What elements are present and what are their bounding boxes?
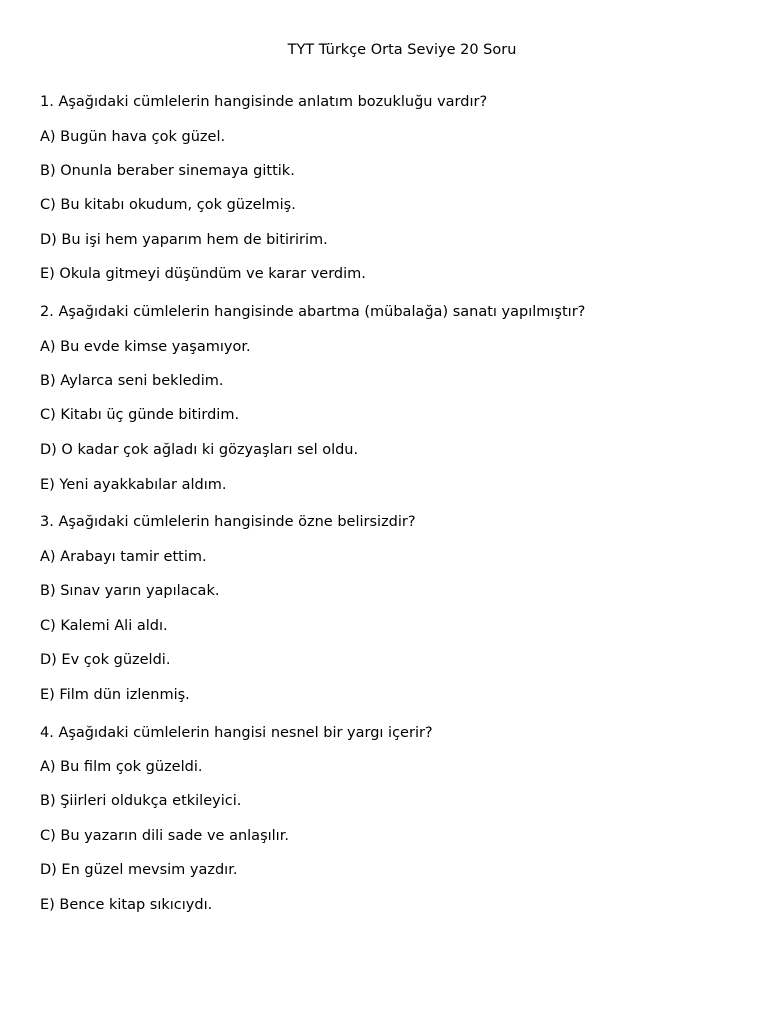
question-2-option-e: E) Yeni ayakkabılar aldım. — [40, 477, 227, 493]
document-title: TYT Türkçe Orta Seviye 20 Soru — [287, 42, 517, 58]
question-3-option-a: A) Arabayı tamir ettim. — [40, 549, 207, 565]
question-4-option-c: C) Bu yazarın dili sade ve anlaşılır. — [40, 828, 289, 844]
question-1-text: 1. Aşağıdaki cümlelerin hangisinde anlatım bozukluğu vardır? — [40, 94, 488, 110]
question-2-option-b: B) Aylarca seni bekledim. — [40, 373, 224, 389]
question-2-option-d: D) O kadar çok ağladı ki gözyaşları sel oldu. — [40, 442, 359, 458]
question-2-option-c: C) Kitabı üç günde bitirdim. — [40, 407, 240, 423]
question-3-text: 3. Aşağıdaki cümlelerin hangisinde özne belirsizdir? — [40, 514, 416, 530]
question-3-option-c: C) Kalemi Ali aldı. — [40, 618, 168, 634]
question-2-text: 2. Aşağıdaki cümlelerin hangisinde abartma (mübalağa) sanatı yapılmıştır? — [40, 304, 586, 320]
question-4-option-d: D) En güzel mevsim yazdır. — [40, 862, 238, 878]
question-2-option-a: A) Bu evde kimse yaşamıyor. — [40, 339, 251, 355]
question-4-text: 4. Aşağıdaki cümlelerin hangisi nesnel bir yargı içerir? — [40, 725, 433, 741]
question-4-option-b: B) Şiirleri oldukça etkileyici. — [40, 793, 242, 809]
question-1-option-d: D) Bu işi hem yaparım hem de bitiririm. — [40, 232, 328, 248]
question-1-option-c: C) Bu kitabı okudum, çok güzelmiş. — [40, 197, 296, 213]
question-4-option-e: E) Bence kitap sıkıcıydı. — [40, 897, 213, 913]
question-3-option-e: E) Film dün izlenmiş. — [40, 687, 190, 703]
question-3-option-b: B) Sınav yarın yapılacak. — [40, 583, 220, 599]
question-1-option-b: B) Onunla beraber sinemaya gittik. — [40, 163, 295, 179]
question-1-option-a: A) Bugün hava çok güzel. — [40, 129, 226, 145]
question-4-option-a: A) Bu film çok güzeldi. — [40, 759, 203, 775]
question-3-option-d: D) Ev çok güzeldi. — [40, 652, 171, 668]
question-1-option-e: E) Okula gitmeyi düşündüm ve karar verdim. — [40, 266, 366, 282]
